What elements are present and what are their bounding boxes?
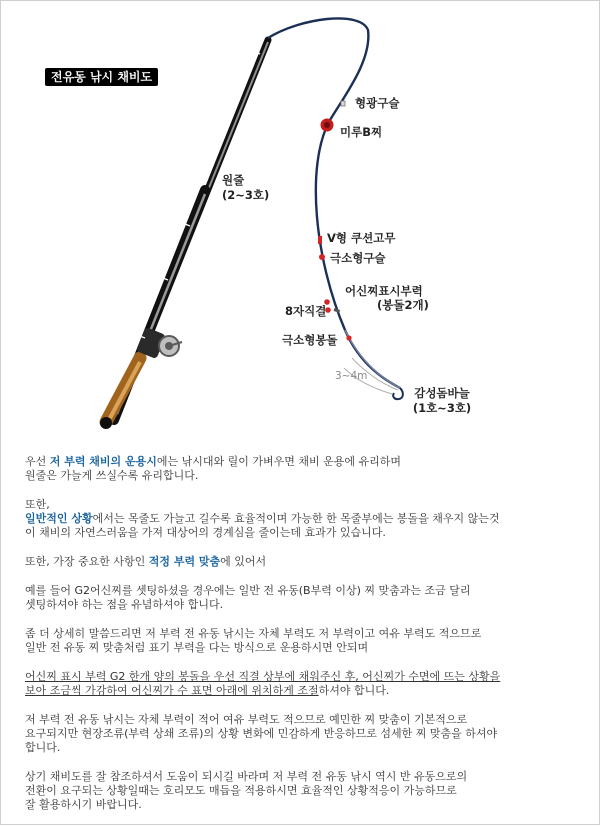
paragraph-8: 상기 채비도를 잘 참조하셔서 도움이 되시길 바라며 저 부력 전 유동 낚시 역시 반 유동으로의 전환이 요구되는 상황일때는 호리모도 매듭을 적용하시면 효율적인 상황적응이 가능하므로 잘 활용하시기 바랍니다.	[25, 770, 468, 811]
label-cushion-rubber: V형 쿠션고무	[327, 231, 396, 245]
highlight-proper-buoyancy: 적정 부력 맞춤	[148, 555, 221, 568]
small-bead-marker	[319, 254, 325, 260]
paragraph-4: 예를 들어 G2어신찌를 셋팅하셨을 경우에는 일반 전 유동(B부력 이상) 찌 맞춤과는 조금 달리 셋팅하셔야 하는 점을 유념하셔야 합니다.	[25, 584, 471, 611]
label-float: 미루B찌	[340, 125, 383, 139]
label-mainline: 원줄	[222, 173, 245, 187]
label-small-sinker: 극소형봉돌	[282, 333, 338, 347]
label-mainline-size: (2~3호)	[222, 188, 270, 202]
highlight-general-situation: 일반적인 상황	[25, 512, 93, 525]
label-float-weight: 어신찌표시부력	[345, 284, 423, 298]
paragraph-7: 저 부력 전 유동 낚시는 자체 부력이 적어 여유 부력도 적으므로 예민한 찌 맞춤이 기본적으로 요구되지만 현장조류(부력 상쇄 조류)의 상황 변화에 민감하게 반응하므로 섬세한 찌 맞춤을 하셔야 합니다.	[25, 713, 498, 754]
label-hook-size: (1호~3호)	[412, 401, 472, 415]
label-hook: 감성돔바늘	[414, 386, 470, 400]
highlight-low-buoyancy: 저 부력 채비의 운용시	[49, 455, 157, 468]
small-sinker-marker	[346, 335, 351, 340]
paragraph-3: 또한, 가장 중요한 사항인 적정 부력 맞춤에 있어서	[25, 555, 267, 568]
fishing-rod	[100, 40, 268, 429]
description-text	[25, 455, 580, 827]
label-swivel: 8자직결	[285, 304, 327, 318]
diagram-title: 전유동 낚시 채비도	[45, 68, 158, 86]
paragraph-2: 또한, 일반적인 상황에서는 목줄도 가늘고 길수록 효율적이며 가능한 한 목줄부에는 봉돌을 채우지 않는것 이 채비의 자연스러움을 가져 대상어의 경계심을 줄이는데 효과가 있습니다.	[25, 498, 500, 539]
paragraph-6: 어신찌 표시 부력 G2 한개 양의 봉돌을 우선 직결 상부에 채워주신 후, 어신찌가 수면에 뜨는 상황을 보아 조금씩 가감하여 어신찌가 수 표면 아래에 위치하게 조절하셔야 합니다.	[25, 670, 501, 697]
float-marker	[321, 119, 334, 132]
label-small-bead: 극소형구슬	[330, 251, 386, 265]
paragraph-1: 우선 저 부력 채비의 운용시에는 낚시대와 릴이 가벼우면 채비 운용에 유리하며 원줄은 가늘게 쓰실수록 유리합니다.	[25, 455, 401, 482]
label-fluorescent-bead: 형광구슬	[355, 96, 400, 110]
label-weight-count: (봉돌2개)	[377, 298, 429, 312]
fluorescent-bead	[341, 101, 345, 106]
cushion-rubber-marker	[318, 236, 322, 244]
paragraph-5: 좀 더 상세히 말씀드리면 저 부력 전 유동 낚시는 자체 부력도 저 부력이고 여유 부력도 적으므로 일반 전 유동 찌 맞춤처럼 표기 부력을 다는 방식으로 운용하시면 안되며	[25, 627, 482, 654]
label-length: 3~4m	[335, 370, 368, 382]
